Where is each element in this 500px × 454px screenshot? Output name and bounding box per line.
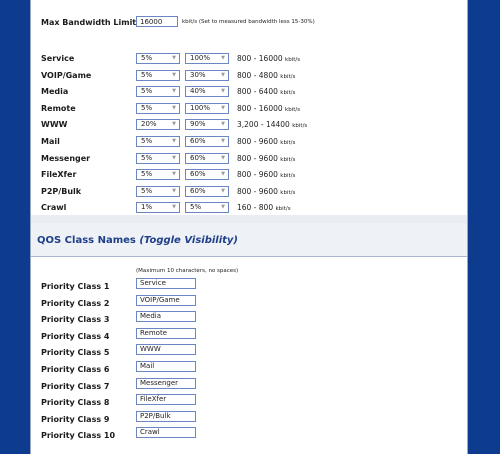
min-select[interactable] [136, 202, 180, 213]
max-select-value: 60% [190, 187, 206, 195]
chevron-down-icon: ▼ [172, 204, 176, 210]
priority-class-label: Priority Class 8 [41, 398, 110, 407]
priority-class-input[interactable]: Messenger [136, 378, 196, 389]
chevron-down-icon: ▼ [221, 171, 225, 177]
bandwidth-range [237, 120, 307, 129]
priority-class-input[interactable]: Crawl [136, 427, 196, 438]
range-unit: kbit/s [280, 140, 296, 146]
qos-class-names-header [31, 223, 467, 257]
bandwidth-note: kbit/s (Set to measured bandwidth less 15-30%) [182, 19, 315, 25]
priority-class-input[interactable]: Service [136, 278, 196, 289]
min-select[interactable] [136, 70, 180, 81]
max-select[interactable] [185, 153, 229, 164]
range-unit: kbit/s [280, 157, 296, 163]
class-name: Messenger [41, 154, 91, 163]
min-select-value: 5% [141, 87, 153, 95]
toggle-visibility-link[interactable]: (Toggle Visibility) [139, 235, 239, 246]
min-select-value: 1% [141, 203, 153, 211]
chevron-down-icon: ▼ [221, 121, 225, 127]
max-select[interactable] [185, 53, 229, 64]
max-select[interactable] [185, 136, 229, 147]
class-name: WWW [41, 120, 68, 129]
settings-panel [30, 0, 468, 454]
max-select[interactable] [185, 86, 229, 97]
priority-class-label: Priority Class 1 [41, 282, 110, 291]
priority-class-label: Priority Class 5 [41, 348, 110, 357]
bandwidth-range [237, 87, 295, 96]
class-name: VOIP/Game [41, 71, 92, 80]
chevron-down-icon: ▼ [172, 72, 176, 78]
chevron-down-icon: ▼ [221, 105, 225, 111]
priority-class-label: Priority Class 2 [41, 299, 110, 308]
min-select-value: 5% [141, 104, 153, 112]
class-name: Crawl [41, 203, 67, 212]
min-select-value: 5% [141, 137, 153, 145]
chevron-down-icon: ▼ [172, 55, 176, 61]
range-value: 800 - 9600 [237, 187, 278, 196]
range-value: 160 - 800 [237, 203, 274, 212]
min-select[interactable] [136, 119, 180, 130]
range-unit: kbit/s [280, 173, 296, 179]
max-select-value: 5% [190, 203, 202, 211]
min-select-value: 5% [141, 54, 153, 62]
chevron-down-icon: ▼ [172, 138, 176, 144]
priority-class-label: Priority Class 3 [41, 315, 110, 324]
range-value: 800 - 9600 [237, 137, 278, 146]
priority-class-label: Priority Class 7 [41, 382, 110, 391]
max-select-value: 100% [190, 104, 211, 112]
section-divider [31, 215, 467, 223]
max-select[interactable] [185, 103, 229, 114]
chevron-down-icon: ▼ [172, 105, 176, 111]
priority-class-input[interactable]: Mail [136, 361, 196, 372]
min-select[interactable] [136, 103, 180, 114]
names-note: (Maximum 10 characters, no spaces) [136, 268, 239, 274]
chevron-down-icon: ▼ [172, 88, 176, 94]
class-name: P2P/Bulk [41, 187, 82, 196]
max-select[interactable] [185, 186, 229, 197]
range-value: 800 - 16000 [237, 54, 283, 63]
chevron-down-icon: ▼ [172, 188, 176, 194]
section-title [37, 235, 238, 246]
min-select-value: 5% [141, 187, 153, 195]
bandwidth-range [237, 203, 291, 212]
class-name: FileXfer [41, 170, 77, 179]
bandwidth-range [237, 104, 300, 113]
priority-class-input[interactable]: Media [136, 311, 196, 322]
chevron-down-icon: ▼ [221, 55, 225, 61]
bandwidth-range [237, 170, 295, 179]
max-select-value: 40% [190, 87, 206, 95]
min-select[interactable] [136, 153, 180, 164]
min-select[interactable] [136, 136, 180, 147]
class-name: Mail [41, 137, 60, 146]
max-select-value: 60% [190, 170, 206, 178]
range-value: 3,200 - 14400 [237, 120, 290, 129]
min-select[interactable] [136, 169, 180, 180]
chevron-down-icon: ▼ [221, 88, 225, 94]
max-select[interactable] [185, 119, 229, 130]
priority-class-input[interactable]: FileXfer [136, 394, 196, 405]
priority-class-input[interactable]: Remote [136, 328, 196, 339]
chevron-down-icon: ▼ [221, 72, 225, 78]
max-select[interactable] [185, 70, 229, 81]
range-unit: kbit/s [280, 190, 296, 196]
priority-class-label: Priority Class 4 [41, 332, 110, 341]
range-value: 800 - 6400 [237, 87, 278, 96]
chevron-down-icon: ▼ [221, 155, 225, 161]
min-select-value: 5% [141, 71, 153, 79]
section-title-text: QOS Class Names [37, 235, 136, 246]
max-select-value: 60% [190, 154, 206, 162]
chevron-down-icon: ▼ [172, 121, 176, 127]
range-value: 800 - 9600 [237, 170, 278, 179]
max-select-value: 30% [190, 71, 206, 79]
priority-class-input[interactable]: VOIP/Game [136, 295, 196, 306]
priority-class-input[interactable]: P2P/Bulk [136, 411, 196, 422]
range-unit: kbit/s [285, 107, 301, 113]
min-select-value: 5% [141, 154, 153, 162]
priority-class-label: Priority Class 10 [41, 431, 116, 440]
max-select-value: 60% [190, 137, 206, 145]
max-select[interactable] [185, 202, 229, 213]
bandwidth-label: Max Bandwidth Limit [41, 18, 137, 27]
range-unit: kbit/s [280, 90, 296, 96]
bandwidth-range [237, 154, 295, 163]
min-select[interactable] [136, 86, 180, 97]
bandwidth-range [237, 187, 295, 196]
chevron-down-icon: ▼ [221, 204, 225, 210]
bandwidth-range [237, 54, 300, 63]
max-select-value: 90% [190, 120, 206, 128]
class-name: Service [41, 54, 75, 63]
bandwidth-range [237, 71, 295, 80]
chevron-down-icon: ▼ [221, 138, 225, 144]
min-select-value: 20% [141, 120, 157, 128]
bandwidth-range [237, 137, 295, 146]
priority-class-label: Priority Class 6 [41, 365, 110, 374]
max-select-value: 100% [190, 54, 211, 62]
class-name: Remote [41, 104, 76, 113]
range-value: 800 - 4800 [237, 71, 278, 80]
priority-class-label: Priority Class 9 [41, 415, 110, 424]
max-select[interactable] [185, 169, 229, 180]
bandwidth-input[interactable]: 16000 [136, 16, 178, 27]
min-select[interactable] [136, 186, 180, 197]
range-unit: kbit/s [275, 206, 291, 212]
range-unit: kbit/s [285, 57, 301, 63]
range-unit: kbit/s [280, 74, 296, 80]
class-name: Media [41, 87, 69, 96]
min-select-value: 5% [141, 170, 153, 178]
min-select[interactable] [136, 53, 180, 64]
chevron-down-icon: ▼ [221, 188, 225, 194]
range-value: 800 - 9600 [237, 154, 278, 163]
chevron-down-icon: ▼ [172, 171, 176, 177]
priority-class-input[interactable]: WWW [136, 344, 196, 355]
range-value: 800 - 16000 [237, 104, 283, 113]
range-unit: kbit/s [292, 123, 308, 129]
chevron-down-icon: ▼ [172, 155, 176, 161]
